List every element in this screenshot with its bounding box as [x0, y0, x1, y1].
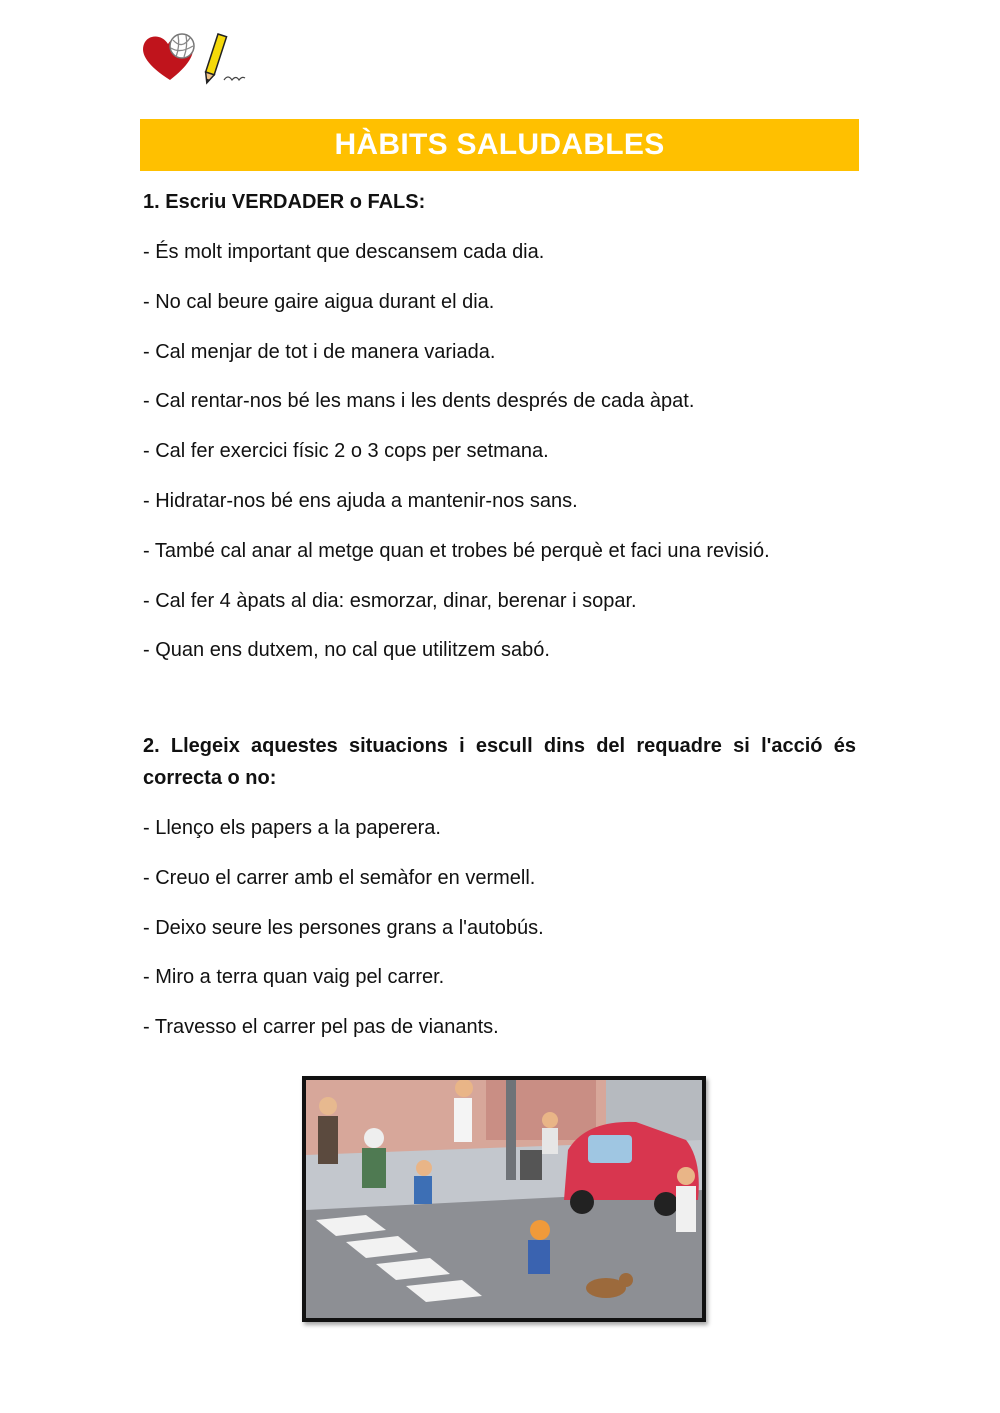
- situation-item: - Creuo el carrer amb el semàfor en vermell.: [143, 866, 536, 889]
- statement-item: - No cal beure gaire aigua durant el dia.: [143, 290, 495, 313]
- statement-item: - És molt important que descansem cada dia.: [143, 241, 545, 263]
- ball-icon: [170, 34, 194, 58]
- statement-item: - També cal anar al metge quan et trobes bé perquè et faci una revisió.: [143, 539, 770, 562]
- page-title: HÀBITS SALUDABLES: [140, 119, 859, 171]
- section2-heading: 2. Llegeix aquestes situacions i escull dins del requadre si l'acció és correcta o no:: [143, 735, 856, 789]
- section2-list: [143, 814, 856, 1063]
- street-scene-illustration: [302, 1076, 706, 1322]
- statement-item: - Quan ens dutxem, no cal que utilitzem sabó.: [143, 639, 550, 662]
- heart-pencil-logo-icon: [140, 30, 260, 90]
- situation-item: - Travesso el carrer pel pas de vianants.: [143, 1016, 499, 1039]
- statement-item: - Cal menjar de tot i de manera variada.: [143, 340, 496, 363]
- section-situations: [143, 730, 856, 794]
- statement-item: - Hidratar-nos bé ens ajuda a mantenir-nos sans.: [143, 489, 578, 512]
- statement-item: - Cal fer exercici físic 2 o 3 cops per setmana.: [143, 440, 549, 463]
- situation-item: - Miro a terra quan vaig pel carrer.: [143, 966, 445, 989]
- section1-heading: 1. Escriu VERDADER o FALS:: [143, 191, 426, 213]
- statement-item: - Cal rentar-nos bé les mans i les dents després de cada àpat.: [143, 390, 695, 413]
- pencil-icon: [203, 34, 227, 84]
- section1-list: [143, 238, 856, 686]
- situation-item: - Llenço els papers a la paperera.: [143, 817, 441, 839]
- situation-item: - Deixo seure les persones grans a l'autobús.: [143, 916, 544, 939]
- section-true-false: [143, 188, 856, 238]
- statement-item: - Cal fer 4 àpats al dia: esmorzar, dinar, berenar i sopar.: [143, 589, 637, 612]
- street-scene-illustration-icon: [306, 1080, 702, 1318]
